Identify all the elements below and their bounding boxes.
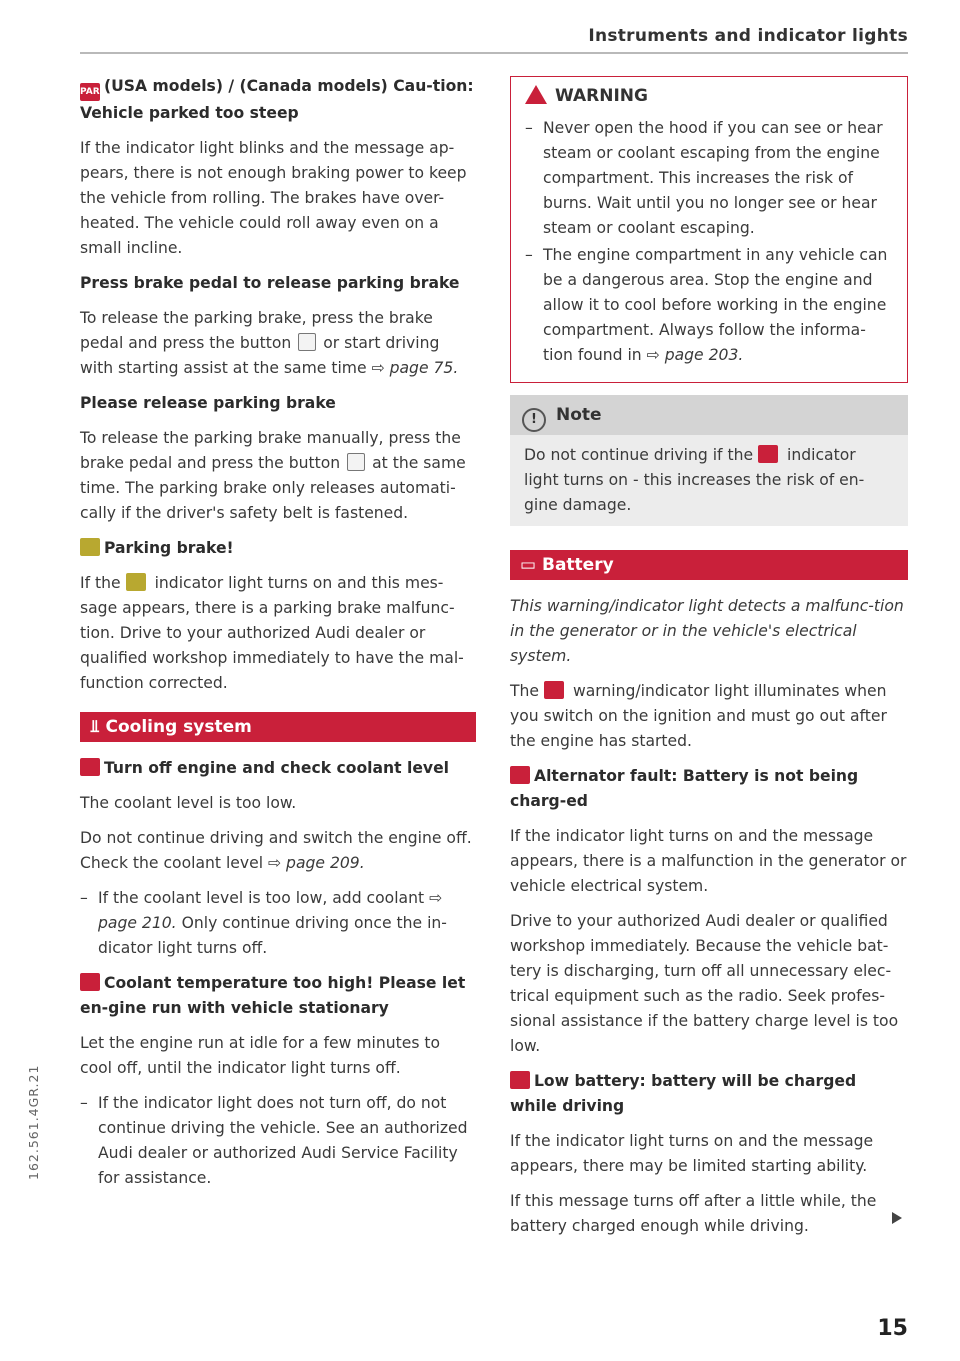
page-link[interactable]: ⇨ page 203.: [646, 346, 744, 364]
battery-warning-icon: [510, 1071, 530, 1089]
list-item: – Never open the hood if you can see or hear steam or coolant escaping from the engine compartment. This increases the risk of burns. Wait until you no longer see or hear steam or coolant escaping.: [525, 116, 893, 241]
battery-warning-icon: [544, 681, 564, 699]
parking-brake-warning-icon: [126, 573, 146, 591]
heading-parking-brake: Parking brake!: [80, 536, 476, 561]
note-title: ! Note: [510, 395, 908, 435]
coolant-warning-icon: [80, 973, 100, 991]
paragraph: The warning/indicator light illuminates when you switch on the ignition and must go out after the engine has started.: [510, 682, 887, 750]
paragraph: Drive to your authorized Audi dealer or qualified workshop immediately. Because the vehicle bat-tery is discharging, turn off all unnecessary elec-trical equipment such as the radio. Seek profes-sional assistance if the battery charge level is too low.: [510, 912, 899, 1055]
parking-brake-button-icon: [347, 453, 365, 471]
paragraph: If the indicator light turns on and the message appears, there may be limited starting ability.: [510, 1132, 874, 1175]
heading-release-parking-brake: Please release parking brake: [80, 394, 336, 412]
warning-title: WARNING: [525, 85, 893, 106]
heading-alternator-fault: Alternator fault: Battery is not being charg-ed: [510, 767, 859, 810]
battery-icon: ▭: [520, 555, 542, 575]
page-link[interactable]: ⇨ page 210.: [98, 889, 443, 932]
paragraph: If this message turns off after a little while, the battery charged enough while driving.: [510, 1192, 877, 1235]
paragraph: To release the parking brake manually, press the brake pedal and press the button at the same time. The parking brake only releases automati-cally if the driver's safety belt is fastened.: [80, 429, 466, 522]
note-box: [510, 395, 908, 526]
coolant-warning-icon: [80, 758, 100, 776]
page-header-title: Instruments and indicator lights: [588, 26, 908, 46]
paragraph: Do not continue driving if the indicator light turns on - this increases the risk of en-gine damage.: [524, 446, 865, 514]
left-column: [80, 74, 476, 1201]
warning-box: [510, 76, 908, 383]
parking-brake-warning-icon: [80, 538, 100, 556]
page-link[interactable]: ⇨ page 75.: [371, 359, 459, 377]
list-item: – The engine compartment in any vehicle can be a dangerous area. Stop the engine and allow it to cool before working in the engine compartment. Always follow the informa-tion found in ⇨ page 203.: [525, 243, 893, 368]
heading-coolant-temperature: Coolant temperature too high! Please let en-gine run with vehicle stationary: [80, 974, 466, 1017]
heading-press-brake: Press brake pedal to release parking brake: [80, 274, 460, 292]
paragraph: Do not continue driving and switch the engine off. Check the coolant level ⇨ page 209.: [80, 829, 472, 872]
continue-arrow-icon: [892, 1212, 902, 1224]
paragraph: If the indicator light turns on and the message appears, there is a malfunction in the generator or vehicle electrical system.: [510, 827, 907, 895]
warning-triangle-icon: [525, 85, 547, 104]
paragraph: If the indicator light turns on and this mes-sage appears, there is a parking brake malfunc-tion. Drive to your authorized Audi dealer or qualified workshop immediately to have the mal-function corrected.: [80, 574, 464, 692]
paragraph: Let the engine run at idle for a few minutes to cool off, until the indicator light turns off.: [80, 1034, 441, 1077]
parking-brake-button-icon: [298, 333, 316, 351]
battery-warning-icon: [510, 766, 530, 784]
heading-turn-off-engine: Turn off engine and check coolant level: [80, 756, 476, 781]
paragraph: If the indicator light blinks and the message ap-pears, there is not enough braking power to keep the vehicle from rolling. The brakes have over-heated. The vehicle could roll away even on a small incline.: [80, 139, 467, 257]
paragraph: To release the parking brake, press the brake pedal and press the button or start driving with starting assist at the same time ⇨ page 75.: [80, 309, 459, 377]
document-code: 162.561.4GR.21: [26, 1064, 41, 1180]
instruction-list: [80, 886, 476, 961]
page-number: 15: [877, 1316, 908, 1341]
list-item: – If the coolant level is too low, add coolant ⇨ page 210. Only continue driving once the in-dicator light turns off.: [80, 886, 476, 961]
list-item: – If the indicator light does not turn off, do not continue driving the vehicle. See an authorized Audi dealer or authorized Audi Service Facility for assistance.: [80, 1091, 476, 1191]
paragraph: This warning/indicator light detects a malfunc-tion in the generator or in the vehicle's electrical system.: [510, 597, 904, 665]
header-divider: [80, 52, 908, 54]
warning-list: [525, 116, 893, 368]
section-battery: ▭ Battery: [510, 550, 908, 580]
coolant-icon: ⫫: [90, 717, 106, 737]
right-column: [510, 74, 908, 1249]
heading-vehicle-parked-steep: PARK(USA models) / (Canada models) Cau-tion: Vehicle parked too steep: [80, 77, 474, 122]
instruction-list: [80, 1091, 476, 1191]
section-cooling-system: ⫫ Cooling system: [80, 712, 476, 742]
info-icon: !: [522, 408, 546, 432]
coolant-warning-icon: [758, 445, 778, 463]
page-link[interactable]: ⇨ page 209.: [268, 854, 365, 872]
heading-low-battery: Low battery: battery will be charged while driving: [510, 1072, 857, 1115]
paragraph: The coolant level is too low.: [80, 794, 297, 812]
park-indicator-icon: PARK: [80, 83, 100, 101]
